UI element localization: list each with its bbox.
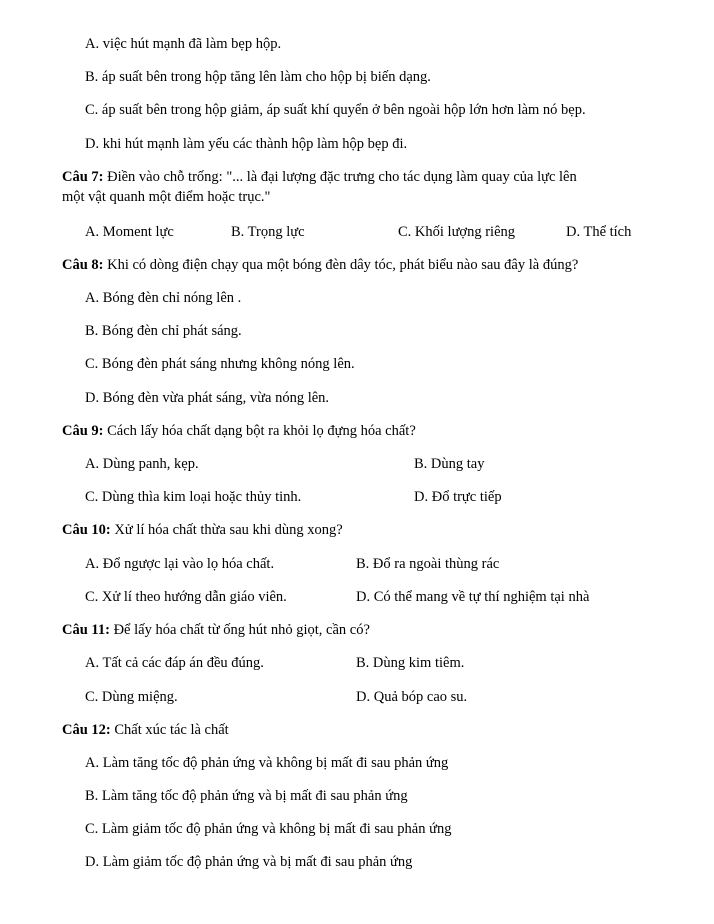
- q6-option-b: B. áp suất bên trong hộp tăng lên làm cho hộp bị biến dạng.: [85, 69, 431, 85]
- q11-stem-text: Để lấy hóa chất từ ống hút nhỏ giọt, cần có?: [109, 622, 370, 638]
- q8-option-b: B. Bóng đèn chỉ phát sáng.: [85, 323, 242, 339]
- q10-label: Câu 10:: [62, 522, 111, 538]
- q10-option-a: A. Đổ ngược lại vào lọ hóa chất.: [85, 556, 275, 572]
- q11-option-d: D. Quả bóp cao su.: [356, 689, 468, 705]
- q12-label: Câu 12:: [62, 722, 111, 738]
- q12-option-c: C. Làm giảm tốc độ phản ứng và không bị mất đi sau phản ứng: [85, 821, 452, 837]
- q8-option-d: D. Bóng đèn vừa phát sáng, vừa nóng lên.: [85, 390, 330, 406]
- q12-stem-text: Chất xúc tác là chất: [110, 722, 229, 738]
- q12-option-b: B. Làm tăng tốc độ phản ứng và bị mất đi sau phản ứng: [85, 788, 408, 804]
- q9-option-a: A. Dùng panh, kẹp.: [85, 456, 199, 472]
- q11-stem: [62, 621, 370, 639]
- q8-label: Câu 8:: [62, 257, 104, 273]
- q10-stem: [62, 521, 343, 539]
- q8-stem-text: Khi có dòng điện chạy qua một bóng đèn dây tóc, phát biểu nào sau đây là đúng?: [103, 257, 579, 273]
- q9-stem: [62, 422, 416, 440]
- q8-option-a: A. Bóng đèn chỉ nóng lên .: [85, 290, 242, 306]
- q12-stem: [62, 721, 229, 739]
- q7-option-b: B. Trọng lực: [231, 224, 305, 240]
- q7-option-c: C. Khối lượng riêng: [398, 224, 516, 240]
- q9-label: Câu 9:: [62, 423, 104, 439]
- q6-option-a: A. việc hút mạnh đã làm bẹp hộp.: [85, 36, 282, 52]
- q8-option-c: C. Bóng đèn phát sáng nhưng không nóng lên.: [85, 356, 355, 372]
- q12-option-d: D. Làm giảm tốc độ phản ứng và bị mất đi sau phản ứng: [85, 854, 413, 870]
- q10-stem-text: Xử lí hóa chất thừa sau khi dùng xong?: [110, 522, 343, 538]
- q12-option-a: A. Làm tăng tốc độ phản ứng và không bị mất đi sau phản ứng: [85, 755, 449, 771]
- q9-option-b: B. Dùng tay: [414, 456, 485, 472]
- q7-option-d: D. Thể tích: [566, 224, 632, 240]
- q7-stem: [62, 168, 577, 186]
- q8-stem: [62, 256, 578, 274]
- q7-stem-text: Điền vào chỗ trống: "... là đại lượng đặc trưng cho tác dụng làm quay của lực lên: [103, 169, 577, 185]
- q6-option-c: C. áp suất bên trong hộp giảm, áp suất khí quyển ở bên ngoài hộp lớn hơn làm nó bẹp.: [85, 102, 586, 118]
- q7-label: Câu 7:: [62, 169, 104, 185]
- q9-option-d: D. Đổ trực tiếp: [414, 489, 502, 505]
- q9-stem-text: Cách lấy hóa chất dạng bột ra khỏi lọ đựng hóa chất?: [103, 423, 416, 439]
- q6-option-d: D. khi hút mạnh làm yếu các thành hộp làm hộp bẹp đi.: [85, 136, 408, 152]
- q7-option-a: A. Moment lực: [85, 224, 174, 240]
- q10-option-c: C. Xử lí theo hướng dẫn giáo viên.: [85, 589, 287, 605]
- q11-label: Câu 11:: [62, 622, 110, 638]
- q9-option-c: C. Dùng thìa kim loại hoặc thủy tinh.: [85, 489, 302, 505]
- q11-option-c: C. Dùng miệng.: [85, 689, 178, 705]
- q10-option-b: B. Đổ ra ngoài thùng rác: [356, 556, 500, 572]
- q11-option-b: B. Dùng kim tiêm.: [356, 655, 465, 671]
- q7-stem-line2: một vật quanh một điểm hoặc trục.": [62, 189, 271, 205]
- q10-option-d: D. Có thể mang về tự thí nghiệm tại nhà: [356, 589, 590, 605]
- q11-option-a: A. Tất cả các đáp án đều đúng.: [85, 655, 264, 671]
